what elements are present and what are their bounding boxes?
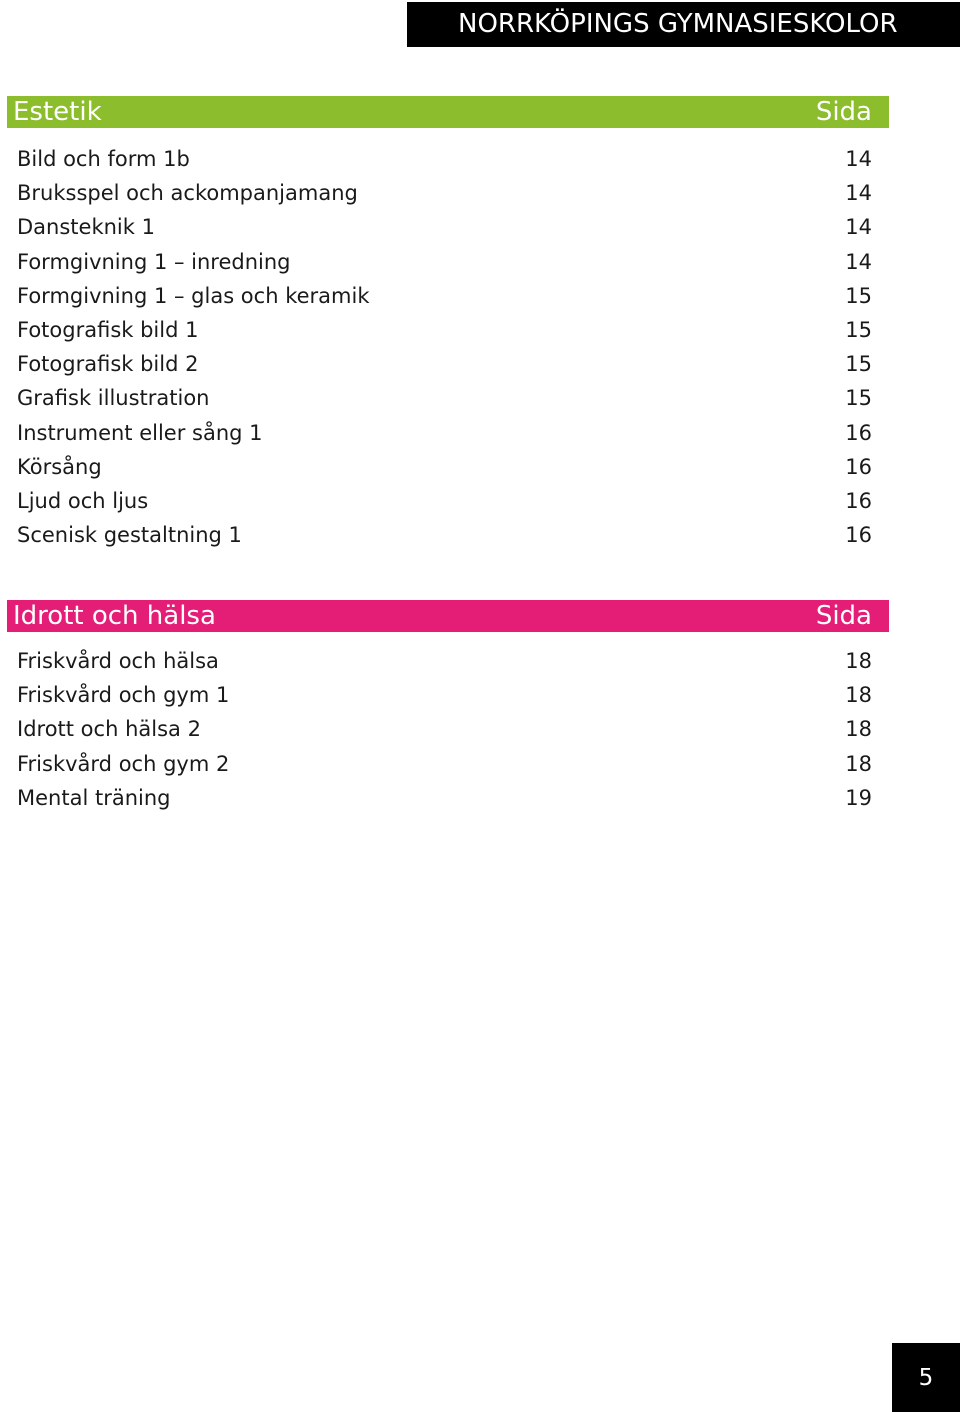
course-row [7, 747, 889, 781]
course-row [7, 279, 889, 313]
course-name: Bild och form 1b [17, 147, 190, 172]
idrott-section-header [7, 600, 889, 632]
course-page: 18 [845, 649, 872, 674]
course-row [7, 347, 889, 381]
course-row [7, 210, 889, 244]
idrott-course-list [7, 644, 889, 815]
course-page: 18 [845, 717, 872, 742]
course-name: Bruksspel och ackompanjamang [17, 181, 358, 206]
course-page: 14 [845, 147, 872, 172]
course-name: Formgivning 1 – inredning [17, 249, 291, 274]
course-name: Fotografisk bild 2 [17, 352, 199, 377]
course-name: Instrument eller sång 1 [17, 420, 263, 445]
page-number-box [892, 1343, 960, 1412]
course-page: 16 [845, 488, 872, 513]
course-name: Körsång [17, 454, 102, 479]
section-page-label: Sida [815, 97, 872, 127]
course-page: 16 [845, 454, 872, 479]
course-page: 19 [845, 785, 872, 810]
estetik-section [7, 96, 889, 552]
course-page: 18 [845, 683, 872, 708]
school-banner [407, 2, 960, 47]
course-name: Idrott och hälsa 2 [17, 717, 201, 742]
course-row [7, 381, 889, 415]
course-name: Mental träning [17, 785, 171, 810]
course-row [7, 245, 889, 279]
course-row [7, 518, 889, 552]
course-page: 15 [845, 352, 872, 377]
course-page: 15 [845, 283, 872, 308]
course-name: Dansteknik 1 [17, 215, 155, 240]
course-name: Ljud och ljus [17, 488, 149, 513]
course-row [7, 712, 889, 746]
course-name: Formgivning 1 – glas och keramik [17, 283, 370, 308]
course-page: 15 [845, 386, 872, 411]
school-title: NORRKÖPINGS GYMNASIESKOLOR [458, 9, 898, 39]
course-row [7, 781, 889, 815]
course-name: Friskvård och hälsa [17, 649, 219, 674]
section-title: Idrott och hälsa [13, 601, 216, 631]
course-page: 15 [845, 318, 872, 343]
course-row [7, 313, 889, 347]
course-row [7, 176, 889, 210]
course-page: 14 [845, 181, 872, 206]
section-title: Estetik [13, 97, 102, 127]
course-row [7, 484, 889, 518]
estetik-course-list [7, 142, 889, 552]
course-page: 14 [845, 215, 872, 240]
course-name: Fotografisk bild 1 [17, 318, 199, 343]
course-name: Grafisk illustration [17, 386, 210, 411]
course-row [7, 644, 889, 678]
course-name: Friskvård och gym 1 [17, 683, 230, 708]
course-row [7, 416, 889, 450]
course-row [7, 678, 889, 712]
section-page-label: Sida [815, 601, 872, 631]
course-page: 16 [845, 523, 872, 548]
course-page: 16 [845, 420, 872, 445]
course-name: Friskvård och gym 2 [17, 751, 230, 776]
course-page: 18 [845, 751, 872, 776]
course-name: Scenisk gestaltning 1 [17, 523, 242, 548]
idrott-section [7, 600, 889, 815]
page-number: 5 [918, 1364, 934, 1391]
course-page: 14 [845, 249, 872, 274]
estetik-section-header [7, 96, 889, 128]
course-row [7, 450, 889, 484]
course-row [7, 142, 889, 176]
